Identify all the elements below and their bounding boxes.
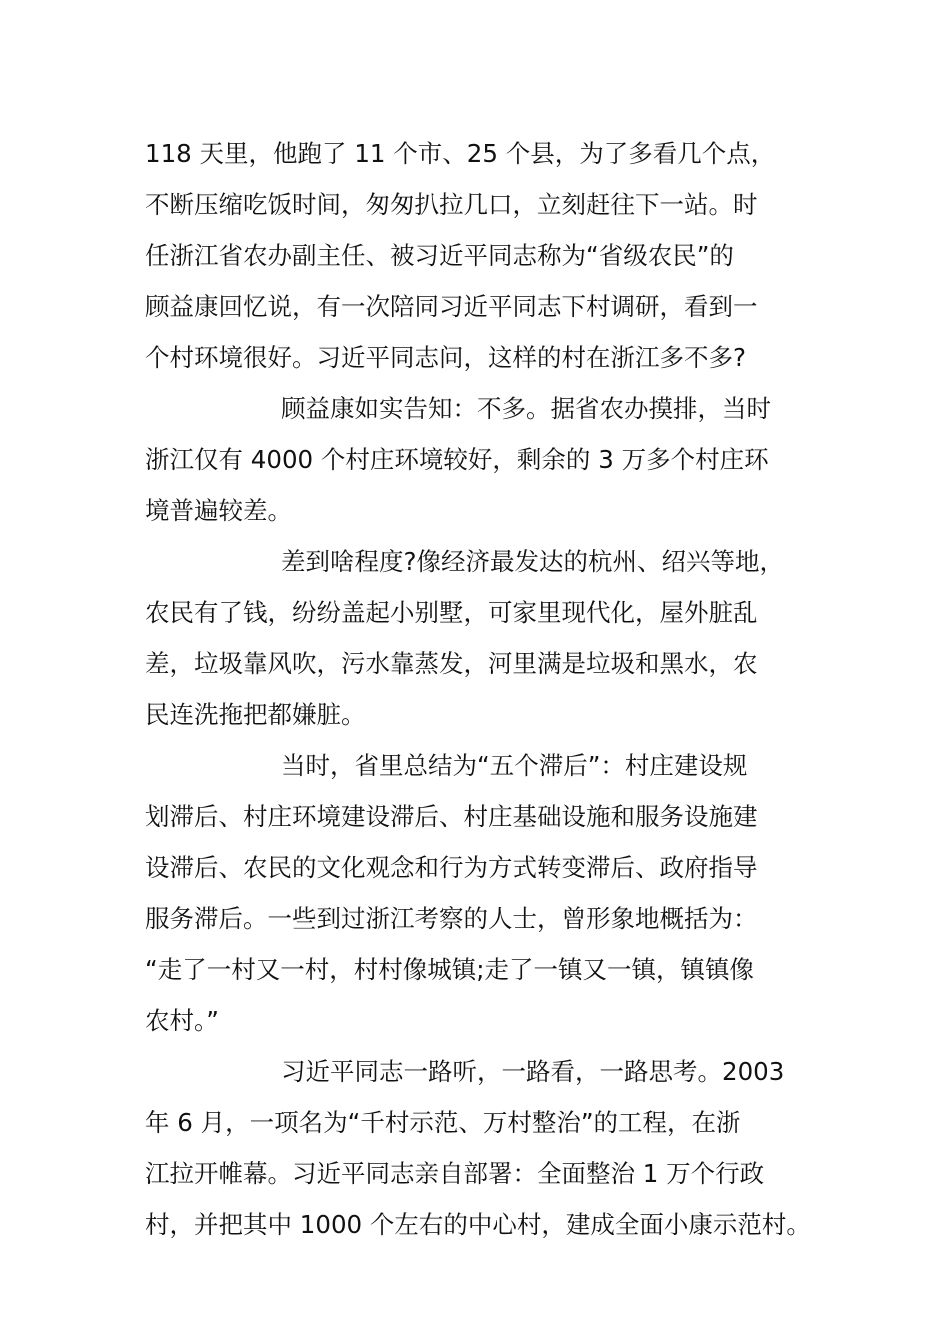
text-line: 不断压缩吃饭时间，匆匆扒拉几口，立刻赶往下一站。时 <box>145 190 758 219</box>
text-line: 江拉开帷幕。习近平同志亲自部署：全面整治 1 万个行政 <box>145 1159 765 1188</box>
text-line-indented: 差到啥程度?像经济最发达的杭州、绍兴等地， <box>281 547 785 576</box>
text-line: 服务滞后。一些到过浙江考察的人士，曾形象地概括为： <box>145 904 758 933</box>
text-line-indented: 当时，省里总结为“五个滞后”：村庄建设规 <box>281 751 748 780</box>
text-line: 年 6 月，一项名为“千村示范、万村整治”的工程，在浙 <box>145 1108 741 1137</box>
paragraph-3 <box>145 536 835 740</box>
text-line: 任浙江省农办副主任、被习近平同志称为“省级农民”的 <box>145 241 734 270</box>
document-body <box>145 128 835 1250</box>
text-line: 118 天里，他跑了 11 个市、25 个县，为了多看几个点， <box>145 139 776 168</box>
text-line: 浙江仅有 4000 个村庄环境较好，剩余的 3 万多个村庄环 <box>145 445 769 474</box>
text-line-indented: 顾益康如实告知：不多。据省农办摸排，当时 <box>281 394 771 423</box>
text-line: 设滞后、农民的文化观念和行为方式转变滞后、政府指导 <box>145 853 758 882</box>
paragraph-1 <box>145 128 835 383</box>
text-line: 村，并把其中 1000 个左右的中心村，建成全面小康示范村。 <box>145 1210 811 1239</box>
text-line: 差，垃圾靠风吹，污水靠蒸发，河里满是垃圾和黑水，农 <box>145 649 758 678</box>
text-line: 划滞后、村庄环境建设滞后、村庄基础设施和服务设施建 <box>145 802 758 831</box>
text-line: 民连洗拖把都嫌脏。 <box>145 700 366 729</box>
text-line-indented: 习近平同志一路听，一路看，一路思考。2003 <box>281 1057 785 1086</box>
paragraph-2 <box>145 383 835 536</box>
text-line: 个村环境很好。习近平同志问，这样的村在浙江多不多? <box>145 343 747 372</box>
text-line: “走了一村又一村，村村像城镇;走了一镇又一镇，镇镇像 <box>145 955 754 984</box>
text-line: 顾益康回忆说，有一次陪同习近平同志下村调研，看到一 <box>145 292 758 321</box>
text-line: 农村。” <box>145 1006 219 1035</box>
paragraph-5 <box>145 1046 835 1250</box>
text-line: 农民有了钱，纷纷盖起小别墅，可家里现代化，屋外脏乱 <box>145 598 758 627</box>
paragraph-4 <box>145 740 835 1046</box>
text-line: 境普遍较差。 <box>145 496 292 525</box>
